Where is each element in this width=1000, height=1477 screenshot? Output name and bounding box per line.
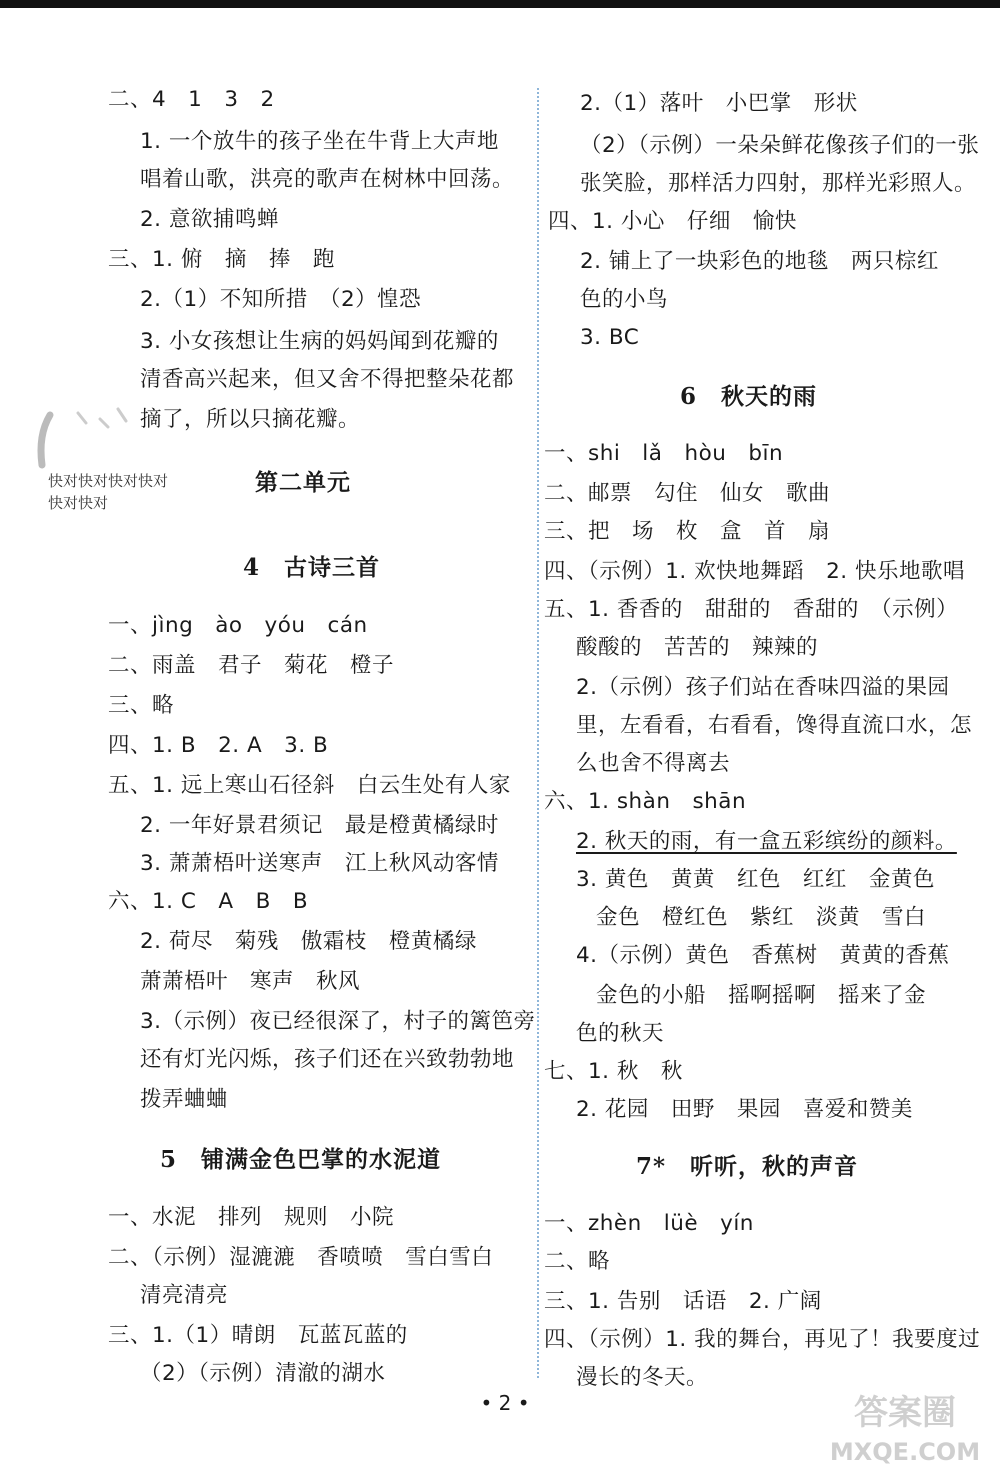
answer-line: 七、1. 秋 秋 — [544, 1059, 683, 1084]
answer-line: 四、1. 小心 仔细 愉快 — [548, 209, 797, 234]
answer-line: 清亮清亮 — [140, 1283, 229, 1308]
lesson-title: 5 铺满金色巴掌的水泥道 — [160, 1146, 442, 1173]
answer-line: 四、（示例）1. 我的舞台，再见了！我要度过 — [544, 1327, 981, 1352]
lesson-title: 6 秋天的雨 — [680, 383, 818, 410]
watermark-text: 快对快对快对快对快对快对 — [48, 472, 169, 512]
answer-line: 三、1.（1）晴朗 瓦蓝瓦蓝的 — [108, 1323, 408, 1348]
answer-line: 拨弄蛐蛐 — [140, 1087, 229, 1112]
answer-line: 么也舍不得离去 — [576, 751, 731, 776]
answer-line: 3. BC — [580, 325, 640, 350]
answer-line: 清香高兴起来，但又舍不得把整朵花都 — [140, 367, 515, 392]
answer-line: 里，左看看，右看看，馋得直流口水，怎 — [576, 713, 973, 738]
answer-line: 三、略 — [108, 693, 175, 718]
answer-line: 3. 黄色 黄黄 红色 红红 金黄色 — [576, 867, 935, 892]
answer-line: 六、1. C A B B — [108, 889, 309, 914]
answer-line: 2. 意欲捕鸣蝉 — [140, 207, 279, 232]
answer-line: 摘了，所以只摘花瓣。 — [140, 407, 361, 432]
answer-line: 金色 橙红色 紫红 淡黄 雪白 — [596, 905, 927, 930]
answer-line: 3. 萧萧梧叶送寒声 江上秋风动客情 — [140, 851, 499, 876]
answer-line: 萧萧梧叶 寒声 秋风 — [140, 969, 361, 994]
answer-line: 张笑脸，那样活力四射，那样光彩照人。 — [580, 171, 977, 196]
answer-line: 2. 荷尽 菊残 傲霜枝 橙黄橘绿 — [140, 929, 477, 954]
top-border — [0, 0, 1000, 8]
answer-line: 四、（示例）1. 欢快地舞蹈 2. 快乐地歌唱 — [544, 559, 965, 584]
answer-line: 六、1. shàn shān — [544, 789, 747, 814]
answer-line: （2）（示例）一朵朵鲜花像孩子们的一张 — [580, 133, 980, 158]
answer-line: 五、1. 远上寒山石径斜 白云生处有人家 — [108, 773, 511, 798]
unit-title: 第二单元 — [255, 469, 351, 496]
answer-line: 一、shi lǎ hòu bīn — [544, 441, 784, 466]
stamp-text: 答案圈 — [854, 1393, 956, 1433]
answer-line: 3. 小女孩想让生病的妈妈闻到花瓣的 — [140, 329, 499, 354]
underlined-answer-line: 2. 秋天的雨，有一盒五彩缤纷的颜料。 — [576, 829, 957, 854]
column-divider — [537, 88, 539, 1378]
answer-line: 漫长的冬天。 — [576, 1365, 709, 1390]
answer-line: 二、4 1 3 2 — [108, 87, 275, 112]
lesson-title: 7* 听听，秋的声音 — [636, 1153, 859, 1180]
answer-line: 三、把 场 枚 盒 首 扇 — [544, 519, 831, 544]
answer-line: 2.（示例）孩子们站在香味四溢的果园 — [576, 675, 950, 700]
site-logo-stamp — [820, 1380, 990, 1470]
answer-line: 2. 铺上了一块彩色的地毯 两只棕红 — [580, 249, 939, 274]
answer-line: 二、略 — [544, 1249, 611, 1274]
answer-line: 金色的小船 摇啊摇啊 摇来了金 — [596, 983, 927, 1008]
answer-line: 色的小鸟 — [580, 287, 669, 312]
answer-line: 2.（1）不知所措 （2）惶恐 — [140, 287, 422, 312]
answer-line: （2）（示例）清澈的湖水 — [140, 1361, 386, 1386]
answer-line: 四、1. B 2. A 3. B — [108, 733, 329, 758]
answer-line: 4.（示例）黄色 香蕉树 黄黄的香蕉 — [576, 943, 950, 968]
answer-line: 一、jìng ào yóu cán — [108, 613, 368, 638]
answer-line: 1. 一个放牛的孩子坐在牛背上大声地 — [140, 129, 499, 154]
answer-line: 2. 一年好景君须记 最是橙黄橘绿时 — [140, 813, 499, 838]
answer-line: 三、1. 俯 摘 捧 跑 — [108, 247, 335, 272]
lesson-title: 4 古诗三首 — [243, 554, 381, 581]
answer-line: 色的秋天 — [576, 1021, 665, 1046]
page-number: • 2 • — [480, 1391, 530, 1415]
answer-line: 2. 花园 田野 果园 喜爱和赞美 — [576, 1097, 913, 1122]
answer-line: 二、（示例）湿漉漉 香喷喷 雪白雪白 — [108, 1245, 494, 1270]
answer-line: 2.（1）落叶 小巴掌 形状 — [580, 91, 858, 116]
answer-line: 唱着山歌，洪亮的歌声在树林中回荡。 — [140, 167, 515, 192]
stamp-url: MXQE.COM — [829, 1438, 981, 1466]
answer-line: 一、水泥 排列 规则 小院 — [108, 1205, 395, 1230]
answer-line: 3.（示例）夜已经很深了，村子的篱笆旁 — [140, 1009, 536, 1034]
brush-stroke-watermark-icon — [30, 405, 140, 475]
answer-line: 还有灯光闪烁，孩子们还在兴致勃勃地 — [140, 1047, 515, 1072]
answer-line: 一、zhèn lüè yín — [544, 1211, 754, 1236]
answer-line: 二、雨盖 君子 菊花 橙子 — [108, 653, 395, 678]
answer-line: 酸酸的 苦苦的 辣辣的 — [576, 635, 819, 660]
answer-line: 三、1. 告别 话语 2. 广阔 — [544, 1289, 822, 1314]
answer-line: 二、邮票 勾住 仙女 歌曲 — [544, 481, 831, 506]
answer-line: 五、1. 香香的 甜甜的 香甜的 （示例） — [544, 597, 959, 622]
